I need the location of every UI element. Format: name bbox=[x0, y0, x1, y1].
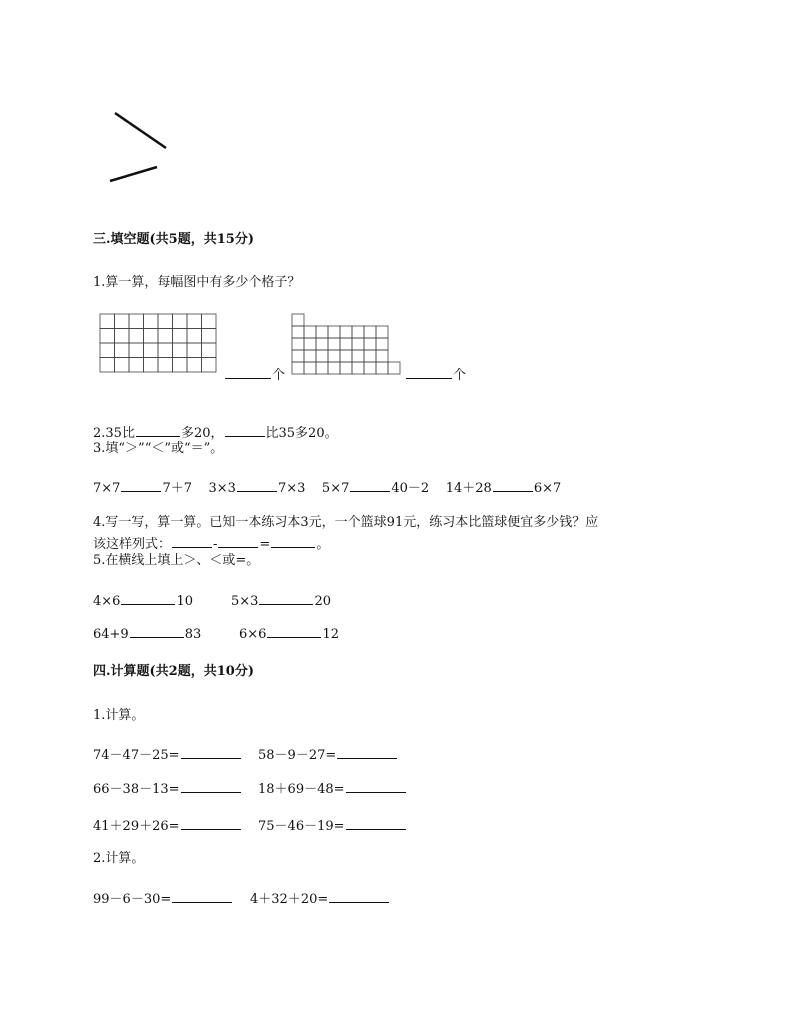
answer-blank[interactable] bbox=[350, 479, 390, 492]
grid-cell bbox=[376, 338, 388, 350]
grid-cell bbox=[328, 326, 340, 338]
grid-cell bbox=[352, 362, 364, 374]
grid-cell bbox=[328, 350, 340, 362]
q1-text: 1.算一算，每幅图中有多少个格子？ bbox=[93, 275, 301, 290]
calc-item: 74－47－25= bbox=[93, 746, 242, 764]
answer-blank[interactable] bbox=[130, 625, 184, 638]
q3-items: 7×7 7＋7 3×3 7×3 5×7 40－2 14＋28 6×7 bbox=[93, 481, 562, 496]
q1-answer-1: 个 bbox=[224, 366, 285, 384]
grid-cell bbox=[292, 326, 304, 338]
q5-row-1: 4×6 10 bbox=[93, 594, 193, 609]
answer-blank[interactable] bbox=[406, 366, 452, 379]
answer-blank[interactable] bbox=[172, 535, 212, 548]
section-3-title: 三.填空题(共5题，共15分) bbox=[93, 232, 254, 247]
calc-item: 58－9－27= bbox=[258, 746, 398, 764]
calc-item: 41＋29＋26= bbox=[93, 817, 242, 835]
answer-blank[interactable] bbox=[329, 890, 389, 903]
answer-blank[interactable] bbox=[346, 780, 406, 793]
calc-item: 66－38－13= bbox=[93, 780, 242, 798]
grid-cell bbox=[304, 326, 316, 338]
s4-q1-text: 1.计算。 bbox=[93, 708, 145, 723]
answer-blank[interactable] bbox=[136, 424, 180, 437]
answer-blank[interactable] bbox=[121, 479, 161, 492]
grid-cell bbox=[316, 326, 328, 338]
answer-blank[interactable] bbox=[225, 366, 271, 379]
answer-blank[interactable] bbox=[493, 479, 533, 492]
grid-cell bbox=[304, 362, 316, 374]
grid-cell bbox=[376, 362, 388, 374]
answer-blank[interactable] bbox=[271, 535, 315, 548]
grid-cell bbox=[364, 362, 376, 374]
grid-cell bbox=[304, 350, 316, 362]
grid-cell bbox=[340, 338, 352, 350]
grid-cell bbox=[376, 326, 388, 338]
answer-blank[interactable] bbox=[237, 479, 277, 492]
answer-blank[interactable] bbox=[267, 625, 321, 638]
grid-cell bbox=[364, 350, 376, 362]
calc-item: 18＋69－48= bbox=[258, 780, 407, 798]
q5-row-1b: 5×3 20 bbox=[231, 594, 331, 609]
answer-blank[interactable] bbox=[337, 746, 397, 759]
q4-line1: 4.写一写，算一算。已知一本练习本3元，一个篮球91元，练习本比篮球便宜多少钱？应 bbox=[93, 515, 599, 530]
grid-cell bbox=[388, 362, 400, 374]
grid-cell bbox=[340, 326, 352, 338]
q4-line2: 该这样列式： - = 。 bbox=[93, 537, 330, 552]
grid-cell bbox=[316, 338, 328, 350]
q5-text: 5.在横线上填上＞、＜或=。 bbox=[93, 553, 260, 568]
answer-blank[interactable] bbox=[181, 780, 241, 793]
grid-cell bbox=[328, 338, 340, 350]
answer-blank[interactable] bbox=[181, 746, 241, 759]
answer-blank[interactable] bbox=[172, 890, 232, 903]
answer-blank[interactable] bbox=[259, 592, 313, 605]
s4-q2-text: 2.计算。 bbox=[93, 851, 145, 866]
answer-blank[interactable] bbox=[346, 817, 406, 830]
q5-row-2: 64+9 83 bbox=[93, 627, 202, 642]
answer-blank[interactable] bbox=[225, 424, 265, 437]
grid-cell bbox=[352, 350, 364, 362]
grid-cell bbox=[316, 350, 328, 362]
grid-cell bbox=[292, 314, 304, 326]
grid-cell bbox=[292, 350, 304, 362]
grid-cell bbox=[364, 338, 376, 350]
grid-cell bbox=[340, 362, 352, 374]
grid-cell bbox=[352, 338, 364, 350]
q1-answer-2: 个 bbox=[405, 366, 466, 384]
grid-cell bbox=[376, 350, 388, 362]
grid-cell bbox=[304, 338, 316, 350]
answer-blank[interactable] bbox=[181, 817, 241, 830]
answer-blank[interactable] bbox=[121, 592, 175, 605]
answer-blank[interactable] bbox=[218, 535, 258, 548]
grid-cell bbox=[340, 350, 352, 362]
grid-cell bbox=[316, 362, 328, 374]
q3-text: 3.填“＞”“＜”或“＝”。 bbox=[93, 441, 224, 456]
calc-item: 75－46－19= bbox=[258, 817, 407, 835]
grid-cell bbox=[352, 326, 364, 338]
calc-item: 4＋32＋20= bbox=[250, 890, 390, 908]
q2-text: 2.35比 多20， 比35多20。 bbox=[93, 426, 338, 441]
calc-item: 99－6－30= bbox=[93, 890, 233, 908]
grid-cell bbox=[364, 326, 376, 338]
grid-cell bbox=[292, 362, 304, 374]
grid-cell bbox=[292, 338, 304, 350]
q5-row-2b: 6×6 12 bbox=[239, 627, 339, 642]
section-4-title: 四.计算题(共2题，共10分) bbox=[93, 664, 254, 679]
grid-cell bbox=[328, 362, 340, 374]
